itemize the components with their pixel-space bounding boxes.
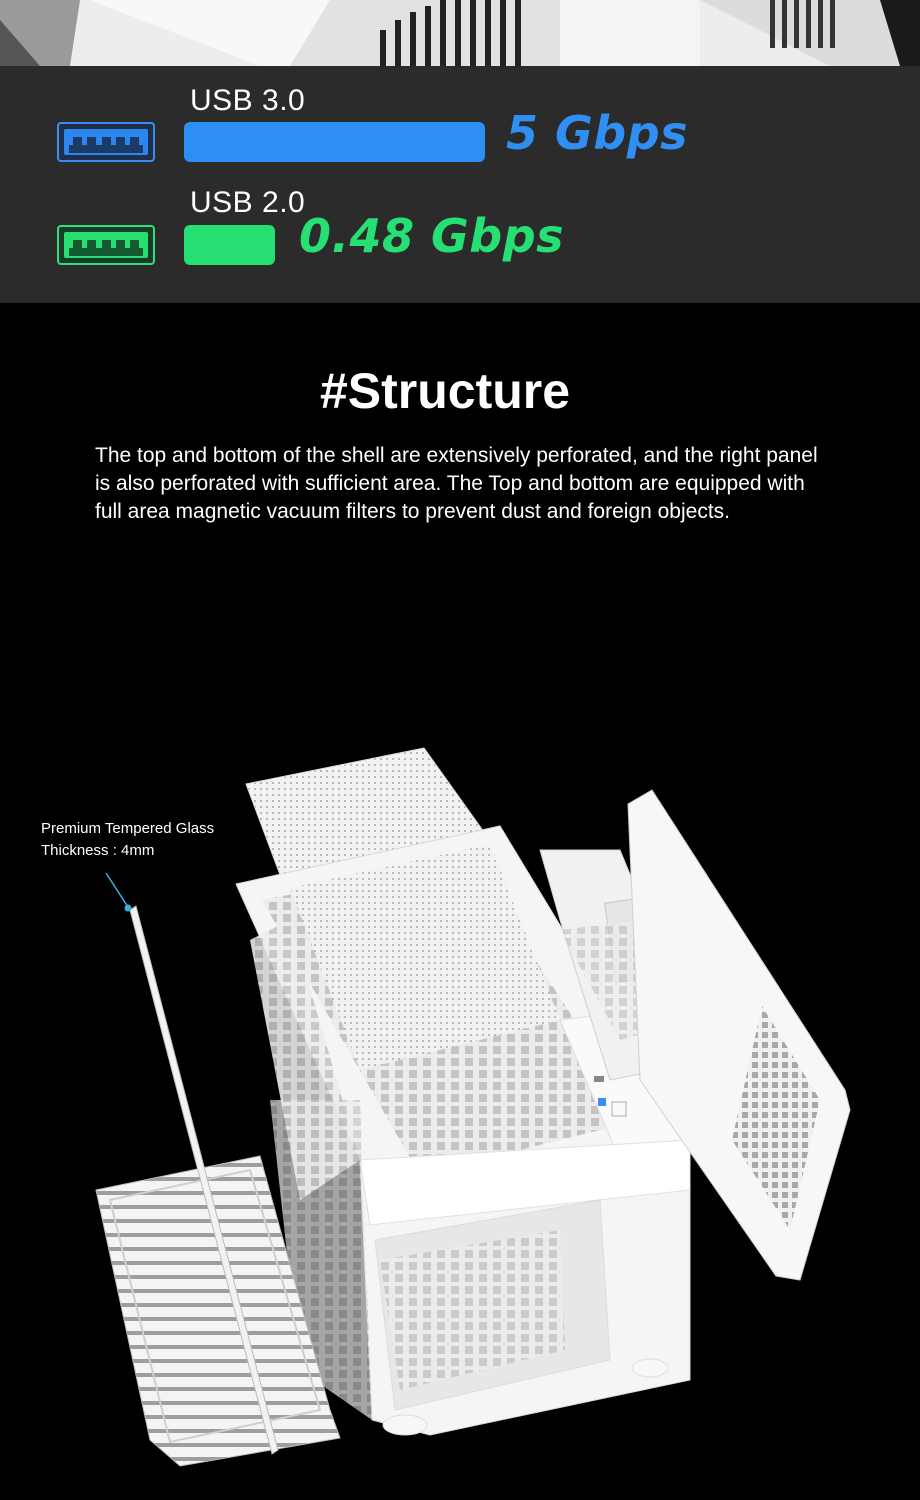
- usb-port-icon: [57, 225, 155, 265]
- usb3-speed-bar: [184, 122, 485, 162]
- glass-callout: [41, 818, 214, 862]
- usb3-label: USB 3.0: [190, 84, 306, 117]
- usb3-speed-value: 5 Gbps: [506, 106, 689, 160]
- usb2-speed-bar: [184, 225, 275, 265]
- callout-dot: [125, 905, 132, 912]
- usb2-speed-value: 0.48 Gbps: [299, 209, 565, 263]
- usb-speed-panel: [0, 66, 920, 303]
- section-title: #Structure: [319, 363, 571, 419]
- section-description: The top and bottom of the shell are extensively perforated, and the right panel is also perforated with sufficient area. The Top and bottom are equipped with full area magnetic vacuum filters to prevent dust and foreign objects.: [95, 444, 818, 523]
- callout-leader-line: [106, 873, 128, 907]
- top-product-photo: [0, 0, 920, 66]
- callout-line-2: Thickness : 4mm: [41, 842, 155, 859]
- callout-line-1: Premium Tempered Glass: [41, 820, 215, 837]
- usb-port-icon: [57, 122, 155, 162]
- usb2-label: USB 2.0: [190, 186, 306, 219]
